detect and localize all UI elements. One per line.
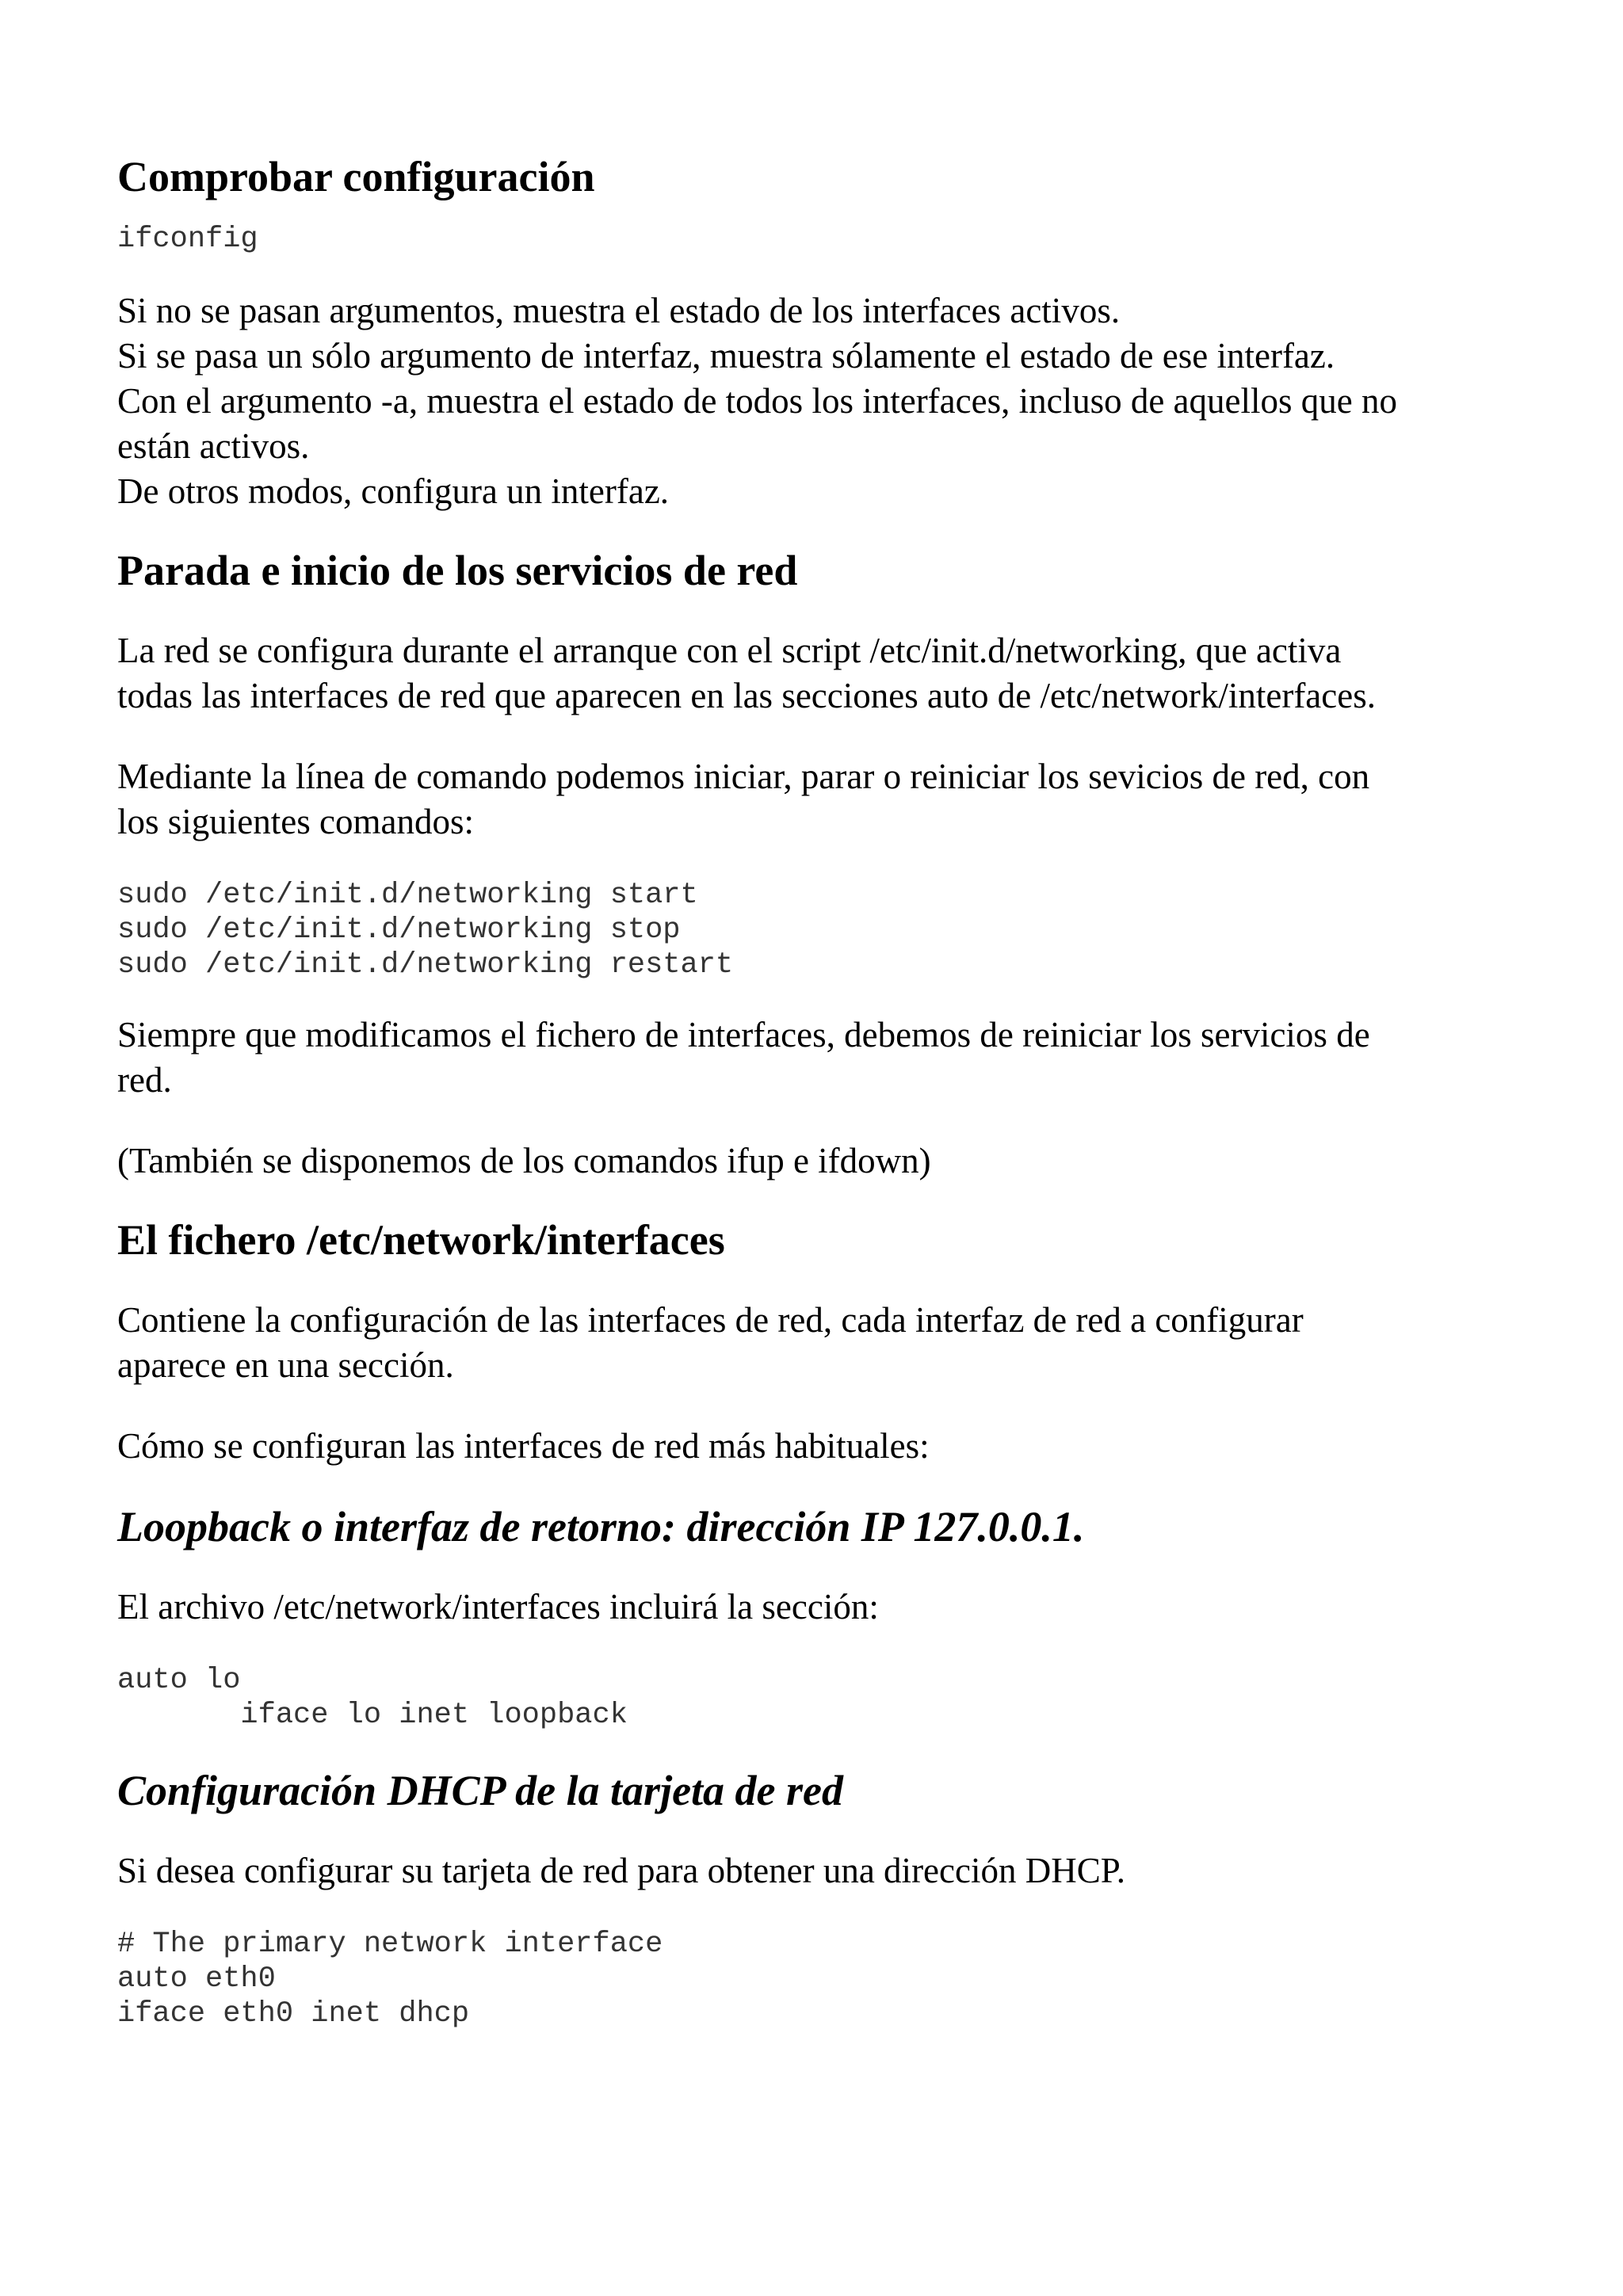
code-loopback xyxy=(117,1663,1536,1733)
code-line: # The primary network interface xyxy=(117,1928,663,1961)
document-content xyxy=(117,151,1536,2031)
paragraph-fichero-description xyxy=(117,1298,1536,1388)
code-line: ifconfig xyxy=(117,223,258,256)
paragraph-dhcp xyxy=(117,1848,1536,1894)
text-line: (También se disponemos de los comandos ifup e ifdown) xyxy=(117,1141,931,1180)
text-line: El archivo /etc/network/interfaces incluirá la sección: xyxy=(117,1587,879,1627)
text-line: están activos. xyxy=(117,426,310,466)
code-line: auto lo xyxy=(117,1664,241,1697)
text-line: Si se pasa un sólo argumento de interfaz, muestra sólamente el estado de ese interfaz. xyxy=(117,336,1335,376)
heading-dhcp: Configuración DHCP de la tarjeta de red xyxy=(117,1767,843,1814)
paragraph-ifup-ifdown xyxy=(117,1138,1536,1184)
text-line: Contiene la configuración de las interfaces de red, cada interfaz de red a configurar xyxy=(117,1300,1304,1340)
text-line: La red se configura durante el arranque con el script /etc/init.d/networking, que activa xyxy=(117,631,1342,670)
paragraph-networking-script xyxy=(117,628,1536,719)
text-line: Con el argumento -a, muestra el estado de todos los interfaces, incluso de aquellos que no xyxy=(117,381,1397,421)
text-line: Mediante la línea de comando podemos iniciar, parar o reiniciar los sevicios de red, con xyxy=(117,757,1370,796)
code-line: sudo /etc/init.d/networking stop xyxy=(117,913,681,947)
code-networking-commands xyxy=(117,878,1536,982)
code-line: iface eth0 inet dhcp xyxy=(117,1997,470,2031)
text-line: Siempre que modificamos el fichero de interfaces, debemos de reiniciar los servicios de xyxy=(117,1015,1370,1055)
paragraph-restart-note xyxy=(117,1013,1536,1103)
paragraph-como-configuran xyxy=(117,1424,1536,1469)
heading-parada-inicio: Parada e inicio de los servicios de red xyxy=(117,547,798,594)
paragraph-loopback xyxy=(117,1585,1536,1630)
heading-comprobar-configuracion: Comprobar configuración xyxy=(117,153,595,200)
code-line: iface lo inet loopback xyxy=(117,1699,628,1732)
paragraph-ifconfig-description xyxy=(117,288,1536,514)
code-dhcp xyxy=(117,1927,1536,2031)
text-line: los siguientes comandos: xyxy=(117,802,474,841)
heading-fichero-interfaces: El fichero /etc/network/interfaces xyxy=(117,1216,725,1264)
heading-loopback: Loopback o interfaz de retorno: dirección IP 127.0.0.1. xyxy=(117,1503,1085,1550)
paragraph-command-line xyxy=(117,754,1536,845)
code-line: sudo /etc/init.d/networking start xyxy=(117,879,698,912)
text-line: De otros modos, configura un interfaz. xyxy=(117,471,670,511)
text-line: aparece en una sección. xyxy=(117,1345,454,1385)
text-line: todas las interfaces de red que aparecen en las secciones auto de /etc/network/interfaces. xyxy=(117,676,1376,715)
code-line: sudo /etc/init.d/networking restart xyxy=(117,948,734,982)
text-line: Cómo se configuran las interfaces de red más habituales: xyxy=(117,1426,930,1466)
text-line: red. xyxy=(117,1060,172,1100)
code-line: auto eth0 xyxy=(117,1962,276,1996)
text-line: Si desea configurar su tarjeta de red para obtener una dirección DHCP. xyxy=(117,1851,1126,1890)
text-line: Si no se pasan argumentos, muestra el estado de los interfaces activos. xyxy=(117,291,1121,330)
code-ifconfig xyxy=(117,222,1536,257)
